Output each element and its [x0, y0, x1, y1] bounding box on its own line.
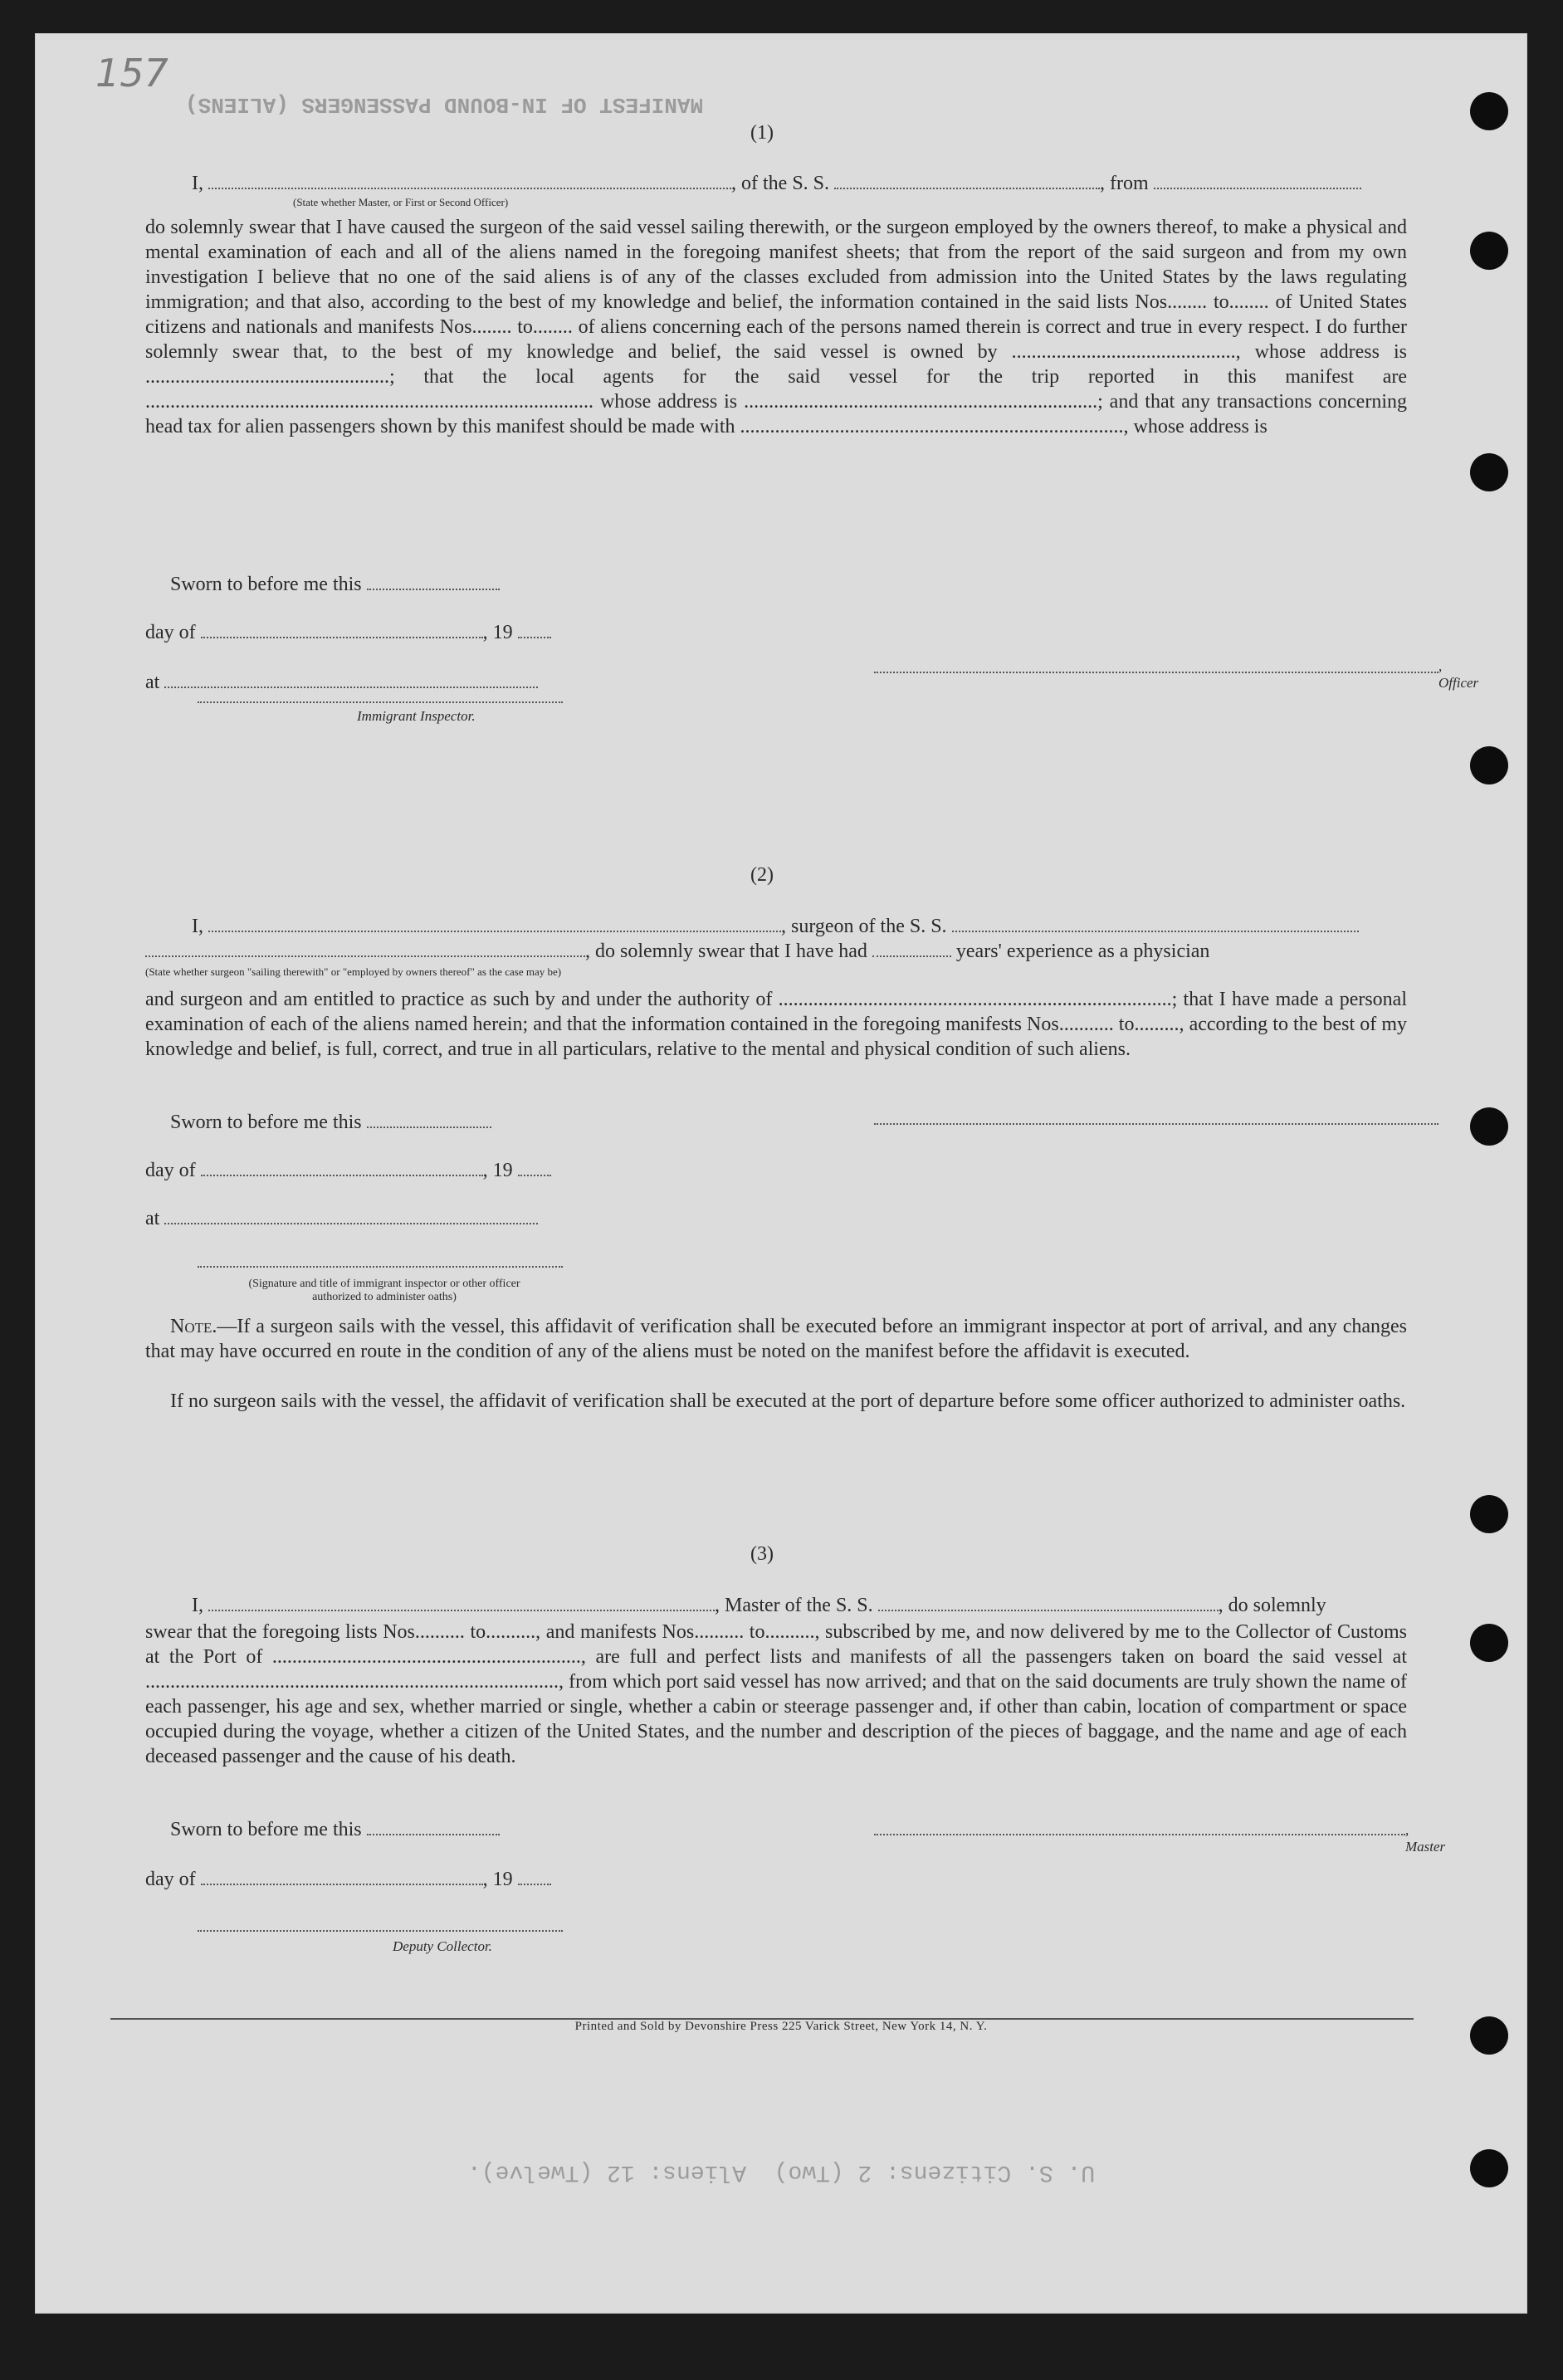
note-text-2: If no surgeon sails with the vessel, the affidavit of verification shall be executed at the port of departure before some officer authorized to administer oaths. [170, 1390, 1406, 1412]
master-signature-line[interactable] [874, 1834, 1405, 1835]
day-of-label: day of [145, 622, 196, 643]
surgeon-name-field[interactable] [208, 916, 781, 932]
from-label: , from [1100, 173, 1149, 194]
section-3-number: (3) [750, 1543, 774, 1565]
handwritten-page-number: 157 [95, 51, 169, 95]
inspector-signature-line[interactable] [198, 701, 563, 703]
day-of-field[interactable] [201, 1160, 483, 1176]
of-ship-label: , of the S. S. [731, 173, 830, 194]
master-name-field[interactable] [208, 1595, 715, 1611]
section-1-first-line [192, 173, 1361, 195]
punch-hole [1470, 1624, 1508, 1662]
day-of-field[interactable] [201, 1869, 483, 1885]
bleed-through-footer: U. S. Citizens: 2 (Two) Aliens: 12 (Twelve). [467, 2159, 1096, 2185]
surgeon-status-field[interactable] [145, 941, 585, 957]
section-2-first-line [192, 916, 1359, 938]
at-line-2 [145, 1208, 538, 1230]
punch-hole [1470, 2149, 1508, 2187]
surgeon-ship-field[interactable] [952, 916, 1359, 932]
day-of-field[interactable] [201, 622, 483, 638]
at-field[interactable] [164, 672, 538, 688]
do-solemnly-label: , do solemnly [1218, 1595, 1326, 1616]
sworn-label: Sworn to before me this [170, 1819, 362, 1840]
at-label: at [145, 1208, 160, 1229]
year-label: , 19 [482, 1869, 513, 1890]
surgeon-of-label: , surgeon of the S. S. [781, 916, 947, 937]
punch-hole [1470, 232, 1508, 270]
day-of-line-1 [145, 622, 551, 644]
master-ship-field[interactable] [878, 1595, 1219, 1611]
officer-caption: , Officer [1438, 658, 1479, 691]
printer-credit: Printed and Sold by Devonshire Press 225 Varick Street, New York 14, N. Y. [574, 2020, 988, 2033]
year-field[interactable] [518, 1160, 551, 1176]
ship-name-field[interactable] [834, 173, 1100, 189]
sworn-label: Sworn to before me this [170, 574, 362, 595]
sworn-line-2 [170, 1112, 491, 1134]
sworn-date-field[interactable] [367, 1819, 500, 1835]
sworn-line-3 [170, 1819, 500, 1841]
deputy-caption: Deputy Collector. [393, 1938, 492, 1954]
section-2-prefix: I, [192, 916, 203, 937]
officer-note: (State whether Master, or First or Second Officer) [293, 196, 509, 208]
officer-name-field[interactable] [208, 173, 731, 189]
year-label: , 19 [482, 622, 513, 643]
day-of-line-3 [145, 1869, 551, 1891]
at-label: at [145, 672, 160, 693]
at-field[interactable] [164, 1208, 538, 1224]
sworn-line-1 [170, 574, 500, 596]
sworn-date-field[interactable] [367, 574, 500, 590]
year-field[interactable] [518, 1869, 551, 1885]
punch-hole [1470, 746, 1508, 784]
from-port-field[interactable] [1154, 173, 1361, 189]
section-2-second-line [145, 941, 1209, 963]
officer-signature-line[interactable] [874, 672, 1438, 673]
punch-hole [1470, 1495, 1508, 1533]
at-line-1 [145, 672, 538, 694]
authorized-signature-line[interactable] [198, 1266, 563, 1268]
punch-hole [1470, 453, 1508, 491]
punch-hole [1470, 92, 1508, 130]
sworn-label: Sworn to before me this [170, 1112, 362, 1133]
day-of-label: day of [145, 1160, 196, 1181]
section-1-prefix: I, [192, 173, 203, 194]
years-field[interactable] [872, 941, 951, 957]
inspector-caption: Immigrant Inspector. [357, 708, 476, 724]
year-field[interactable] [518, 622, 551, 638]
section-3-first-line [192, 1595, 1326, 1617]
note-paragraph-2 [145, 1389, 1407, 1414]
master-of-label: , Master of the S. S. [715, 1595, 873, 1616]
day-of-line-2 [145, 1160, 551, 1182]
day-of-label: day of [145, 1869, 196, 1890]
signature-note: (Signature and title of immigrant inspector or other officer authorized to administer oaths) [248, 1278, 520, 1303]
bleed-through-header: MANIFEST OF IN-BOUND PASSENGERS (ALIENS) [185, 92, 704, 117]
year-label: , 19 [482, 1160, 513, 1181]
document-page [35, 33, 1527, 2314]
section-3-prefix: I, [192, 1595, 203, 1616]
note-label: Note. [170, 1316, 217, 1337]
section-1-body: do solemnly swear that I have caused the surgeon of the said vessel sailing therewith, or the surgeon employed by the owners thereof, to make a physical and mental examination of each and all of the aliens named in the foregoing manifest sheets; that from the report of the said surgeon and from my own investigation I believe that no one of the said aliens is of any of the classes excluded from admission into the United States by the laws regulating immigration; and that also, according to the best of my knowledge and belief, the information contained in the said lists Nos........ to........ of United States citizens and nationals and manifests Nos........ to........ of aliens concerning each of the persons named therein is correct and true in every respect. I do further solemnly swear that, to the best of my knowledge and belief, the said vessel is owned by ............................................., whose address is .................................................; that the local agents for the said vessel for the trip reported in this manifest are .......................................................................................... whose address is .......................................................................; and that any transactions concerning head tax for alien passengers shown by this manifest should be made with ............................................................................., whose address is [145, 217, 1407, 437]
section-2-body: and surgeon and am entitled to practice as such by and under the authority of ...............................................................................; that I have made a personal examination of each of the aliens named herein; and that the information contained in the foregoing manifests Nos........... to........., according to the best of my knowledge and belief, is full, correct, and true in all particulars, relative to the mental and physical condition of such aliens. [145, 989, 1407, 1060]
sworn-date-field[interactable] [367, 1112, 491, 1128]
punch-hole [1470, 1107, 1508, 1146]
surgeon-signature-line[interactable] [874, 1123, 1438, 1125]
section-1-number: (1) [750, 122, 774, 144]
note-text: —If a surgeon sails with the vessel, this affidavit of verification shall be executed before an immigrant inspector at port of arrival, and any changes that may have occurred en route in the condition of any of the aliens must be noted on the manifest before the affidavit is executed. [145, 1316, 1407, 1362]
master-caption: , Master [1405, 1822, 1446, 1855]
section-2-number: (2) [750, 864, 774, 886]
swear-label: , do solemnly swear that I have had [585, 941, 867, 962]
section-3-body: swear that the foregoing lists Nos.......... to.........., and manifests Nos.......... to.........., subscribed by me, and now delivered by me to the Collector of Customs at the Port of .............................................................., are full and perfect lists and manifests of all the passengers taken on board the said vessel at ..................................................................................., from which port said vessel has now arrived; and that on the said documents are truly shown the name of each passenger, his age and sex, whether married or single, whether a cabin or steerage passenger and, if other than cabin, location of compartment or space occupied during the voyage, whether a citizen of the United States, and the number and description of the pieces of baggage, and the name and age of each deceased passenger and the cause of his death. [145, 1621, 1407, 1767]
surgeon-note: (State whether surgeon "sailing therewith" or "employed by owners thereof" as the case may be) [145, 965, 562, 978]
years-label: years' experience as a physician [955, 941, 1210, 962]
deputy-signature-line[interactable] [198, 1930, 563, 1932]
note-paragraph [145, 1314, 1407, 1364]
